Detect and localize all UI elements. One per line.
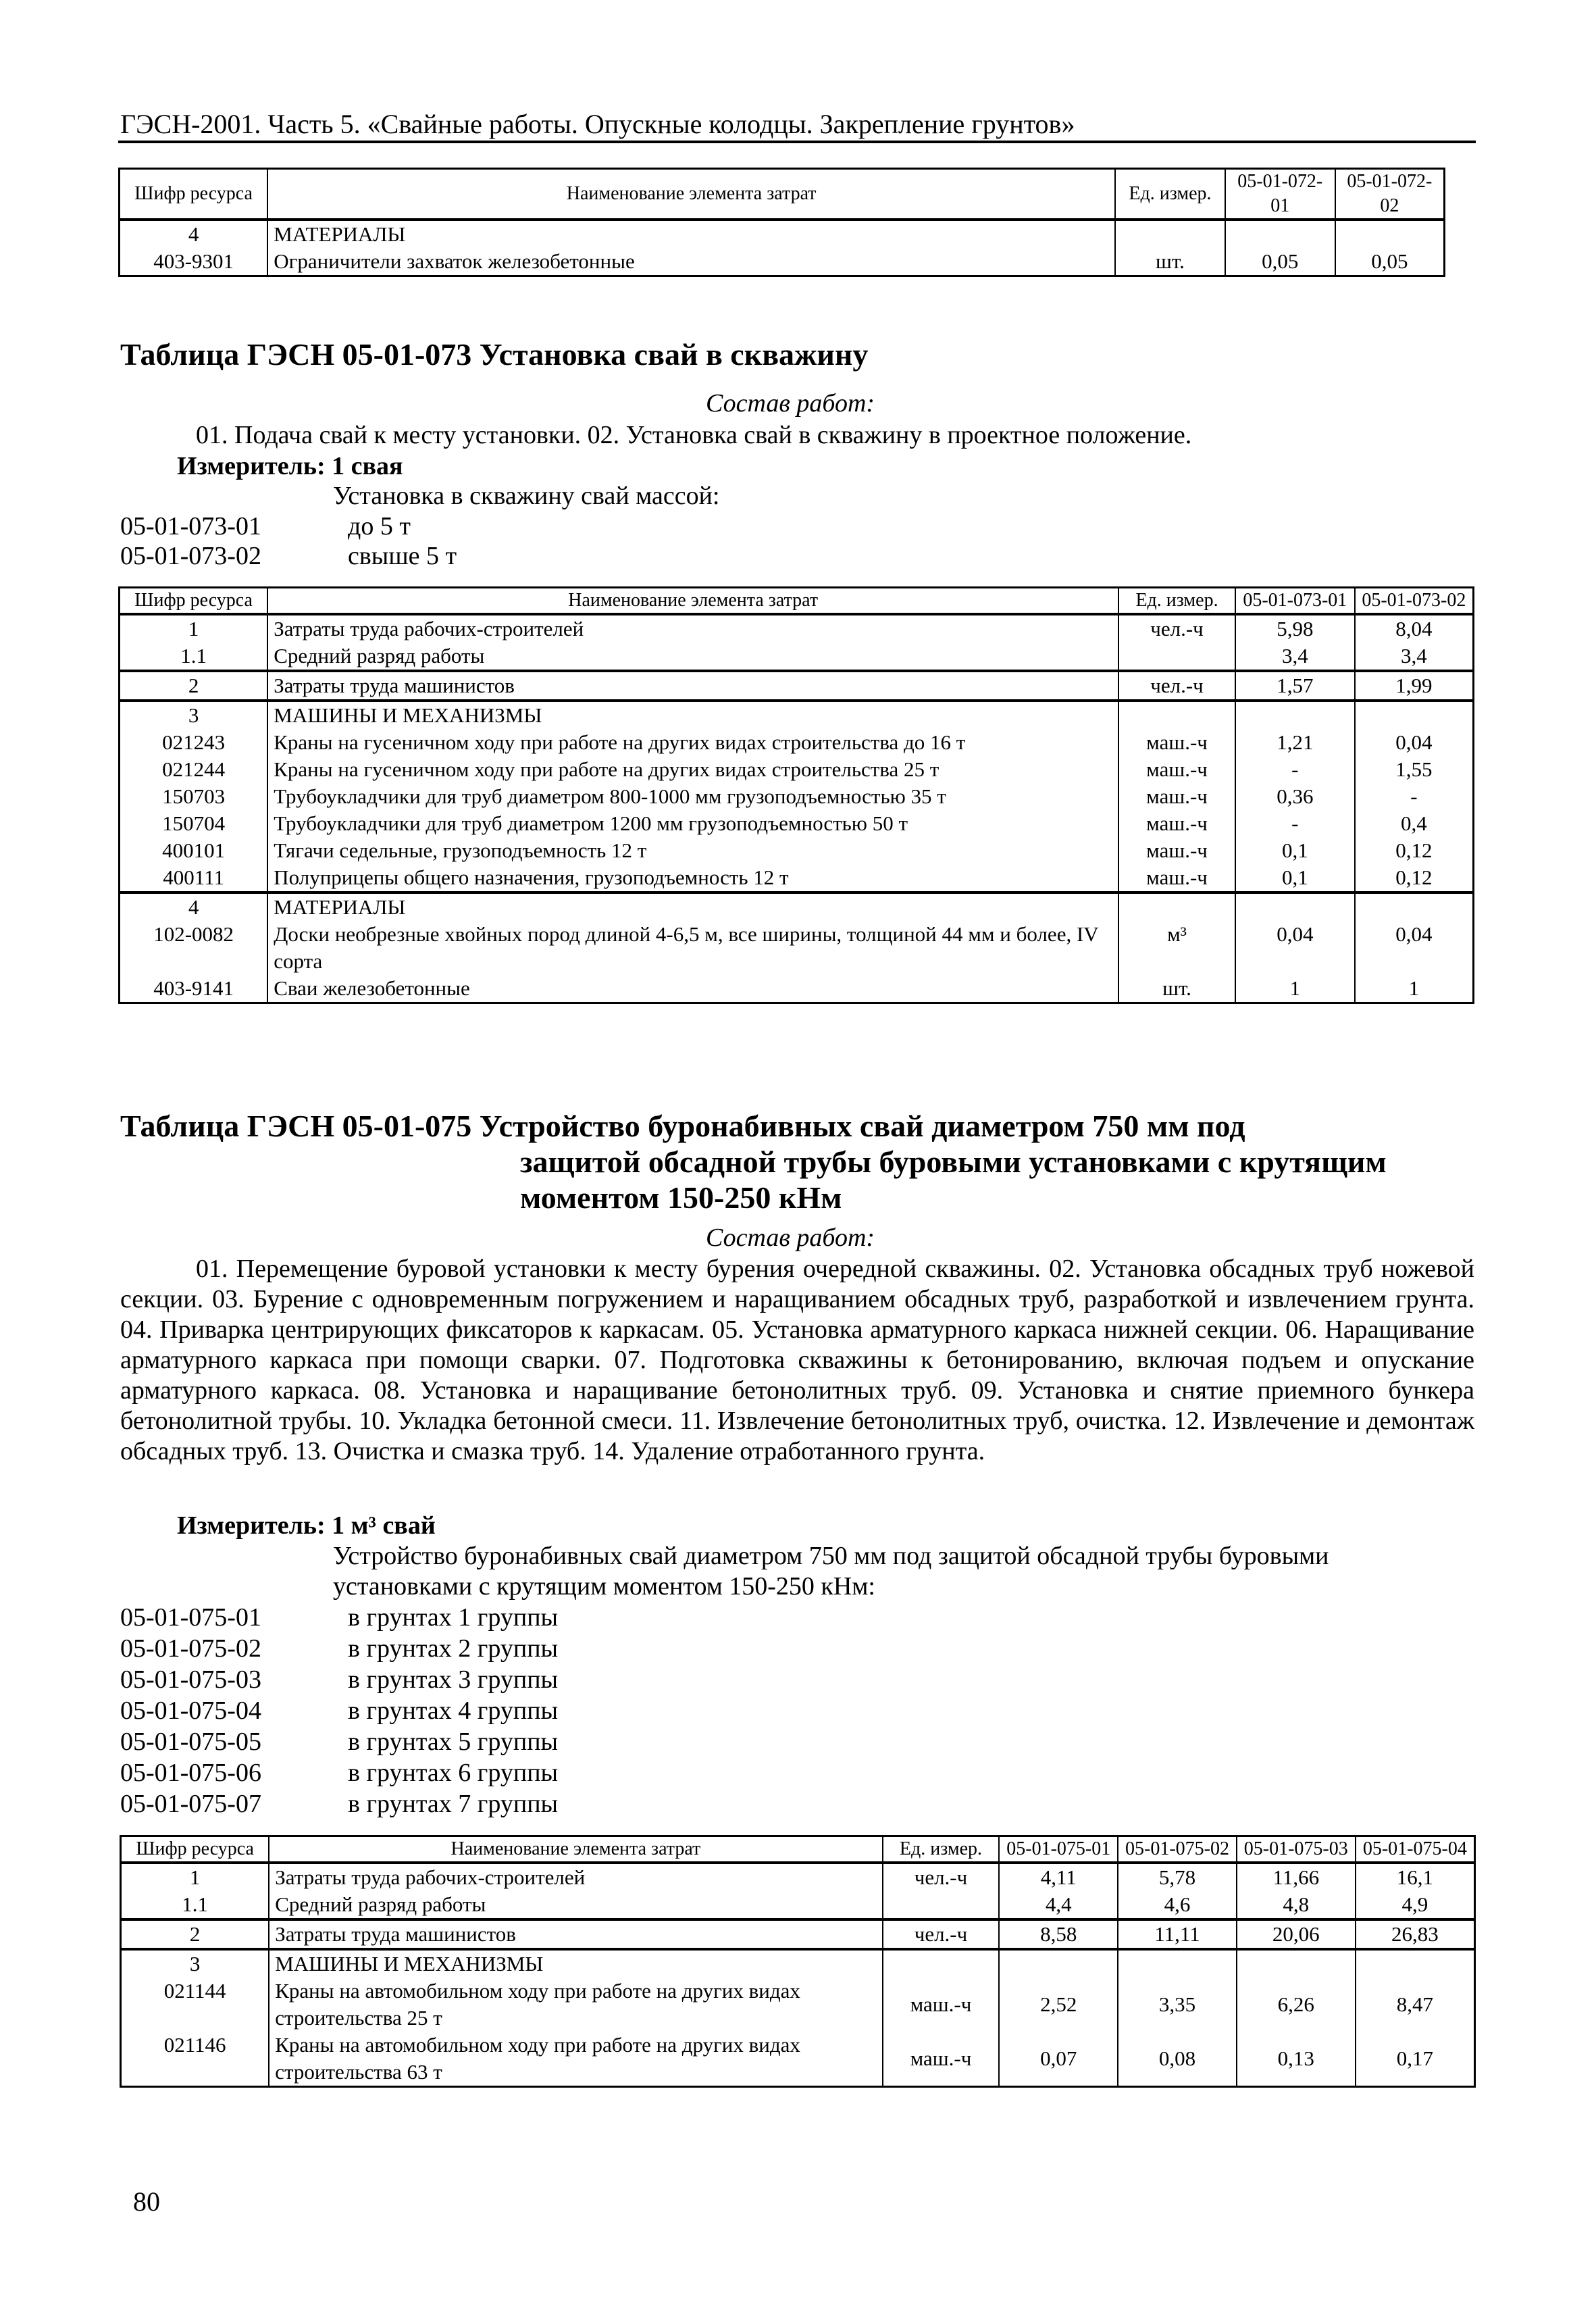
col-header-code: Шифр ресурса [120, 169, 268, 220]
table-row [121, 2032, 1475, 2087]
table-05-01-073 [118, 586, 1474, 1004]
value: - [1235, 756, 1355, 783]
value: 0,12 [1355, 837, 1474, 864]
value: 0,13 [1237, 2032, 1356, 2087]
resource-code: 4 [120, 220, 268, 248]
section-name: МАШИНЫ И МЕХАНИЗМЫ [269, 1949, 882, 1978]
col-header-name: Наименование элемента затрат [267, 169, 1115, 220]
variant-code: 05-01-075-06 [120, 1759, 261, 1787]
value: 0,07 [999, 2032, 1118, 2087]
resource-code: 400101 [120, 837, 268, 864]
resource-code: 021144 [121, 1978, 269, 2032]
variant-label: свыше 5 т [348, 542, 457, 570]
variant-code: 05-01-075-04 [120, 1696, 261, 1725]
resource-name: Тягачи седельные, грузоподъемность 12 т [267, 837, 1118, 864]
value: 6,26 [1237, 1978, 1356, 2032]
unit [1118, 701, 1235, 729]
header-rule [118, 141, 1476, 143]
value [1235, 701, 1355, 729]
work-composition-heading: Состав работ: [706, 1224, 875, 1252]
value [1225, 220, 1335, 248]
value: - [1355, 783, 1474, 810]
resource-name: Трубоукладчики для труб диаметром 800-1000 мм грузоподъемностью 35 т [267, 783, 1118, 810]
table-row [120, 810, 1474, 837]
table-row [121, 1949, 1475, 1978]
variant-label: до 5 т [348, 512, 411, 540]
resource-name: Затраты труда рабочих-строителей [269, 1863, 882, 1891]
unit: маш.-ч [883, 2032, 1000, 2087]
section-name: МАТЕРИАЛЫ [267, 892, 1118, 921]
table-row [121, 1919, 1475, 1949]
value: 0,1 [1235, 837, 1355, 864]
table-05-01-072 [118, 168, 1445, 277]
section-name: МАШИНЫ И МЕХАНИЗМЫ [267, 701, 1118, 729]
col-header-norm: 05-01-073-02 [1355, 588, 1474, 615]
page-number: 80 [133, 2186, 160, 2217]
value: 1,21 [1235, 729, 1355, 756]
value [1118, 1949, 1237, 1978]
variant-code: 05-01-075-03 [120, 1665, 261, 1694]
col-header-unit: Ед. измер. [1118, 588, 1235, 615]
value: 1,99 [1355, 671, 1474, 701]
table-row [120, 643, 1474, 671]
resource-name: Полуприцепы общего назначения, грузоподъемность 12 т [267, 864, 1118, 892]
table-row [121, 1891, 1475, 1919]
table-05-01-075 [120, 1835, 1476, 2088]
resource-code: 150703 [120, 783, 268, 810]
value: 26,83 [1356, 1919, 1475, 1949]
resource-code: 400111 [120, 864, 268, 892]
unit: маш.-ч [1118, 729, 1235, 756]
table-row [120, 921, 1474, 975]
resource-code: 2 [121, 1919, 269, 1949]
table-row [120, 614, 1474, 643]
col-header-unit: Ед. измер. [1115, 169, 1225, 220]
resource-name: МАТЕРИАЛЫ [267, 220, 1115, 248]
variants-intro-line1: Устройство буронабивных свай диаметром 750 мм под защитой обсадной трубы буровыми [333, 1542, 1329, 1570]
value: 3,4 [1235, 643, 1355, 671]
resource-code: 1.1 [120, 643, 268, 671]
table-row [120, 729, 1474, 756]
value: 4,11 [999, 1863, 1118, 1891]
resource-code: 1 [120, 614, 268, 643]
resource-code: 021244 [120, 756, 268, 783]
resource-name: Затраты труда машинистов [269, 1919, 882, 1949]
resource-name: Затраты труда рабочих-строителей [267, 614, 1118, 643]
resource-name: Краны на автомобильном ходу при работе на других видах строительства 63 т [269, 2032, 882, 2087]
col-header-code: Шифр ресурса [120, 588, 268, 615]
value: 0,17 [1356, 2032, 1475, 2087]
value: 1,57 [1235, 671, 1355, 701]
col-header-norm: 05-01-075-02 [1118, 1836, 1237, 1863]
unit [1118, 643, 1235, 671]
resource-code: 2 [120, 671, 268, 701]
unit: маш.-ч [1118, 837, 1235, 864]
value: 0,36 [1235, 783, 1355, 810]
col-header-norm: 05-01-072-02 [1335, 169, 1445, 220]
variant-code: 05-01-075-02 [120, 1634, 261, 1663]
section-title-075-line2: защитой обсадной трубы буровыми установками с крутящим [520, 1145, 1387, 1179]
resource-code: 3 [121, 1949, 269, 1978]
col-header-name: Наименование элемента затрат [269, 1836, 882, 1863]
value: 5,78 [1118, 1863, 1237, 1891]
resource-code: 4 [120, 892, 268, 921]
table-row [120, 701, 1474, 729]
value: 8,58 [999, 1919, 1118, 1949]
col-header-norm: 05-01-075-03 [1237, 1836, 1356, 1863]
unit: маш.-ч [1118, 810, 1235, 837]
variant-label: в грунтах 7 группы [348, 1790, 559, 1818]
resource-code: 403-9301 [120, 248, 268, 276]
variants-intro: Установка в скважину свай массой: [333, 482, 720, 510]
variant-code: 05-01-073-02 [120, 542, 261, 570]
table-row [121, 1863, 1475, 1891]
table-row [120, 975, 1474, 1003]
value: 0,1 [1235, 864, 1355, 892]
value: 1 [1355, 975, 1474, 1003]
work-composition-text: 01. Перемещение буровой установки к месту бурения очередной скважины. 02. Установка обсадных труб ножевой секции. 03. Бурение с одновременным погружением и наращиванием обсадных труб, разработкой и извлечением грунта. 04. Приварка центрирующих фиксаторов к каркасам. 05. Установка арматурного каркаса нижней секции. 06. Наращивание арматурного каркаса при помощи сварки. 07. Подготовка скважины к бетонированию, включая подъем и опускание арматурного каркаса. 08. Установка и наращивание бетонолитных труб. 09. Установка и снятие приемного бункера бетонолитной трубы. 10. Укладка бетонной смеси. 11. Извлечение бетонолитных труб, очистка. 12. Извлечение и демонтаж обсадных труб. 13. Очистка и смазка труб. 14. Удаление отработанного грунта. [120, 1255, 1474, 1465]
col-header-norm: 05-01-075-01 [999, 1836, 1118, 1863]
variants-intro-line2: установками с крутящим моментом 150-250 кНм: [333, 1572, 875, 1601]
value: 4,9 [1356, 1891, 1475, 1919]
variant-code: 05-01-075-01 [120, 1603, 261, 1632]
running-header: ГЭСН-2001. Часть 5. «Свайные работы. Опускные колодцы. Закрепление грунтов» [120, 109, 1075, 139]
table-header-row [120, 588, 1474, 615]
resource-code: 1.1 [121, 1891, 269, 1919]
value: 0,4 [1355, 810, 1474, 837]
unit [1118, 892, 1235, 921]
unit: чел.-ч [1118, 614, 1235, 643]
unit [883, 1949, 1000, 1978]
value: 5,98 [1235, 614, 1355, 643]
table-row [120, 248, 1445, 276]
table-header-row [121, 1836, 1475, 1863]
value: 20,06 [1237, 1919, 1356, 1949]
value: 1,55 [1355, 756, 1474, 783]
work-composition-text: 01. Подача свай к месту установки. 02. Установка свай в скважину в проектное положение. [196, 421, 1192, 449]
unit: чел.-ч [1118, 671, 1235, 701]
value: 4,8 [1237, 1891, 1356, 1919]
value [1235, 892, 1355, 921]
resource-name: Трубоукладчики для труб диаметром 1200 мм грузоподъемностью 50 т [267, 810, 1118, 837]
variant-label: в грунтах 1 группы [348, 1603, 559, 1632]
resource-name: Доски необрезные хвойных пород длиной 4-6,5 м, все ширины, толщиной 44 мм и более, IV сорта [267, 921, 1118, 975]
variant-label: в грунтах 5 группы [348, 1728, 559, 1756]
resource-name: Ограничители захваток железобетонные [267, 248, 1115, 276]
variant-code: 05-01-073-01 [120, 512, 261, 540]
unit [1115, 220, 1225, 248]
value: 8,47 [1356, 1978, 1475, 2032]
table-row [121, 1978, 1475, 2032]
section-title-075-line1: Таблица ГЭСН 05-01-075 Устройство буронабивных свай диаметром 750 мм под [120, 1109, 1245, 1143]
variant-label: в грунтах 2 группы [348, 1634, 559, 1663]
value: 0,05 [1335, 248, 1445, 276]
resource-code: 403-9141 [120, 975, 268, 1003]
value: 11,66 [1237, 1863, 1356, 1891]
resource-name: Средний разряд работы [269, 1891, 882, 1919]
unit [883, 1891, 1000, 1919]
value: 1 [1235, 975, 1355, 1003]
unit: маш.-ч [883, 1978, 1000, 2032]
value [1356, 1949, 1475, 1978]
resource-name: Затраты труда машинистов [267, 671, 1118, 701]
table-header-row [120, 169, 1445, 220]
value: 0,04 [1355, 729, 1474, 756]
col-header-name: Наименование элемента затрат [267, 588, 1118, 615]
value: 3,4 [1355, 643, 1474, 671]
unit: маш.-ч [1118, 756, 1235, 783]
value: 4,4 [999, 1891, 1118, 1919]
section-title-075-line3: моментом 150-250 кНм [520, 1180, 842, 1215]
resource-code: 102-0082 [120, 921, 268, 975]
resource-code: 021146 [121, 2032, 269, 2087]
value: 4,6 [1118, 1891, 1237, 1919]
col-header-code: Шифр ресурса [121, 1836, 269, 1863]
unit: маш.-ч [1118, 783, 1235, 810]
table-row [120, 837, 1474, 864]
value [999, 1949, 1118, 1978]
col-header-norm: 05-01-072-01 [1225, 169, 1335, 220]
table-row [120, 892, 1474, 921]
resource-name: Краны на автомобильном ходу при работе на других видах строительства 25 т [269, 1978, 882, 2032]
resource-code: 021243 [120, 729, 268, 756]
value: 0,04 [1355, 921, 1474, 975]
variant-code: 05-01-075-07 [120, 1790, 261, 1818]
work-composition-heading: Состав работ: [706, 389, 875, 418]
table-row [120, 783, 1474, 810]
resource-code: 150704 [120, 810, 268, 837]
value [1237, 1949, 1356, 1978]
value: 3,35 [1118, 1978, 1237, 2032]
variant-code: 05-01-075-05 [120, 1728, 261, 1756]
value [1335, 220, 1445, 248]
col-header-norm: 05-01-075-04 [1356, 1836, 1475, 1863]
value: 11,11 [1118, 1919, 1237, 1949]
resource-code: 3 [120, 701, 268, 729]
col-header-norm: 05-01-073-01 [1235, 588, 1355, 615]
value: 16,1 [1356, 1863, 1475, 1891]
value: 0,08 [1118, 2032, 1237, 2087]
value: 2,52 [999, 1978, 1118, 2032]
value [1355, 892, 1474, 921]
section-title-073: Таблица ГЭСН 05-01-073 Установка свай в скважину [120, 337, 869, 372]
resource-name: Средний разряд работы [267, 643, 1118, 671]
unit: маш.-ч [1118, 864, 1235, 892]
table-row [120, 671, 1474, 701]
table-row [120, 220, 1445, 248]
variant-label: в грунтах 6 группы [348, 1759, 559, 1787]
resource-name: Краны на гусеничном ходу при работе на других видах строительства до 16 т [267, 729, 1118, 756]
col-header-unit: Ед. измер. [883, 1836, 1000, 1863]
value: 0,12 [1355, 864, 1474, 892]
unit: чел.-ч [883, 1863, 1000, 1891]
resource-code: 1 [121, 1863, 269, 1891]
unit: шт. [1118, 975, 1235, 1003]
variant-label: в грунтах 3 группы [348, 1665, 559, 1694]
table-row [120, 864, 1474, 892]
resource-name: Краны на гусеничном ходу при работе на других видах строительства 25 т [267, 756, 1118, 783]
variant-label: в грунтах 4 группы [348, 1696, 559, 1725]
measure-unit: Измеритель: 1 м³ свай [177, 1511, 436, 1540]
value: 0,04 [1235, 921, 1355, 975]
value [1355, 701, 1474, 729]
value: 8,04 [1355, 614, 1474, 643]
unit: шт. [1115, 248, 1225, 276]
measure-unit: Измеритель: 1 свая [177, 452, 403, 480]
unit: чел.-ч [883, 1919, 1000, 1949]
resource-name: Сваи железобетонные [267, 975, 1118, 1003]
value: - [1235, 810, 1355, 837]
value: 0,05 [1225, 248, 1335, 276]
unit: м³ [1118, 921, 1235, 975]
table-row [120, 756, 1474, 783]
